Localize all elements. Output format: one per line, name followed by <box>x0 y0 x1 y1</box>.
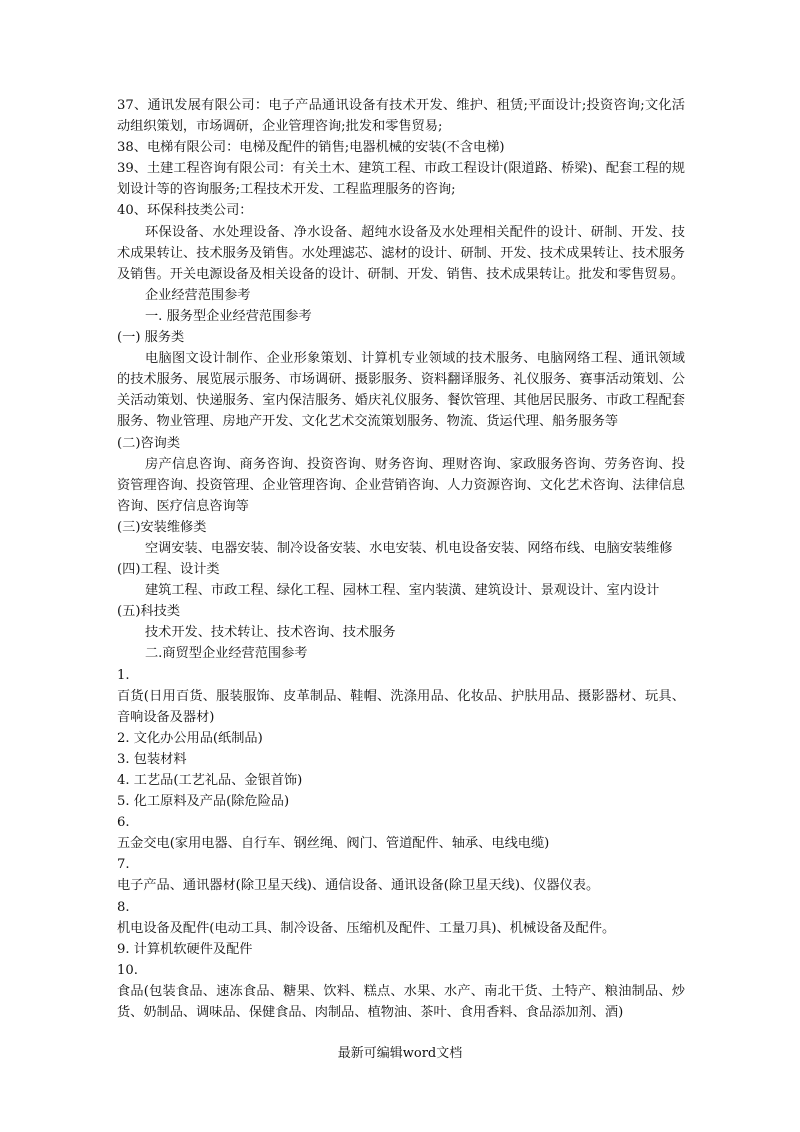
paragraph: 1. <box>117 667 130 683</box>
paragraph: 二.商贸型企业经营范围参考 <box>145 646 308 662</box>
paragraph: 百货(日用百货、服装服饰、皮革制品、鞋帽、洗涤用品、化妆品、护肤用品、摄影器材、玩具、音响设备及器材) <box>117 688 685 725</box>
paragraph: 37、通讯发展有限公司：电子产品通讯设备有技术开发、维护、租赁;平面设计;投资咨询;文化活动组织策划，市场调研，企业管理咨询;批发和零售贸易; <box>117 98 685 135</box>
paragraph: 机电设备及配件(电动工具、制冷设备、压缩机及配件、工量刀具)、机械设备及配件。 <box>117 920 616 936</box>
paragraph: (三)安装维修类 <box>117 519 207 535</box>
paragraph: 6. <box>117 815 130 831</box>
paragraph: 技术开发、技术转让、技术咨询、技术服务 <box>145 625 396 641</box>
paragraph: 10. <box>117 962 138 978</box>
paragraph: 环保设备、水处理设备、净水设备、超纯水设备及水处理相关配件的设计、研制、开发、技术成果转让、技术服务及销售。水处理滤芯、滤材的设计、研制、开发、技术成果转让、技术服务及销售。开关电源设备及相关设备的设计、研制、开发、销售、技术成果转让。批发和零售贸易。 <box>117 224 685 282</box>
paragraph: 企业经营范围参考 <box>145 287 251 303</box>
paragraph: 建筑工程、市政工程、绿化工程、园林工程、室内装潢、建筑设计、景观设计、室内设计 <box>145 583 660 599</box>
paragraph: 39、土建工程咨询有限公司：有关土木、建筑工程、市政工程设计(限道路、桥梁)、配套工程的规划设计等的咨询服务;工程技术开发、工程监理服务的咨询; <box>117 161 685 198</box>
document-body <box>117 95 685 1023</box>
paragraph: (四)工程、设计类 <box>117 562 220 578</box>
paragraph: 空调安装、电器安装、制冷设备安装、水电安装、机电设备安装、网络布线、电脑安装维修 <box>145 540 673 556</box>
paragraph: 5. 化工原料及产品(除危险品) <box>117 794 290 810</box>
paragraph: 房产信息咨询、商务咨询、投资咨询、财务咨询、理财咨询、家政服务咨询、劳务咨询、投资管理咨询、投资管理、企业管理咨询、企业营销咨询、人力资源咨询、文化艺术咨询、法律信息咨询、医疗信息咨询等 <box>117 456 685 514</box>
paragraph: 一. 服务型企业经营范围参考 <box>145 308 312 324</box>
paragraph: 38、电梯有限公司：电梯及配件的销售;电器机械的安装(不含电梯) <box>117 140 505 156</box>
paragraph: (一) 服务类 <box>117 330 185 346</box>
paragraph: 2. 文化办公用品(纸制品) <box>117 730 263 746</box>
page-footer: 最新可编辑word文档 <box>337 1046 463 1061</box>
paragraph: 食品(包装食品、速冻食品、糖果、饮料、糕点、水果、水产、南北干货、土特产、粮油制品、炒货、奶制品、调味品、保健食品、肉制品、植物油、茶叶、食用香料、食品添加剂、酒) <box>117 983 685 1021</box>
paragraph: 8. <box>117 899 130 915</box>
paragraph: 3. 包装材料 <box>117 751 187 767</box>
paragraph: 电子产品、通讯器材(除卫星天线)、通信设备、通讯设备(除卫星天线)、仪器仪表。 <box>117 878 600 894</box>
paragraph: 五金交电(家用电器、自行车、钢丝绳、阀门、管道配件、轴承、电线电缆) <box>117 836 550 852</box>
paragraph: (二)咨询类 <box>117 435 181 451</box>
paragraph: 7. <box>117 857 130 873</box>
paragraph: 9. 计算机软硬件及配件 <box>117 941 253 957</box>
paragraph: 电脑图文设计制作、企业形象策划、计算机专业领域的技术服务、电脑网络工程、通讯领域的技术服务、展览展示服务、市场调研、摄影服务、资料翻译服务、礼仪服务、赛事活动策划、公关活动策划、快递服务、室内保洁服务、婚庆礼仪服务、餐饮管理、其他居民服务、市政工程配套服务、物业管理、房地产开发、文化艺术交流策划服务、物流、货运代理、船务服务等 <box>117 351 685 430</box>
paragraph: 4. 工艺品(工艺礼品、金银首饰) <box>117 773 303 788</box>
paragraph: (五)科技类 <box>117 604 181 620</box>
paragraph: 40、环保科技类公司： <box>117 203 253 219</box>
